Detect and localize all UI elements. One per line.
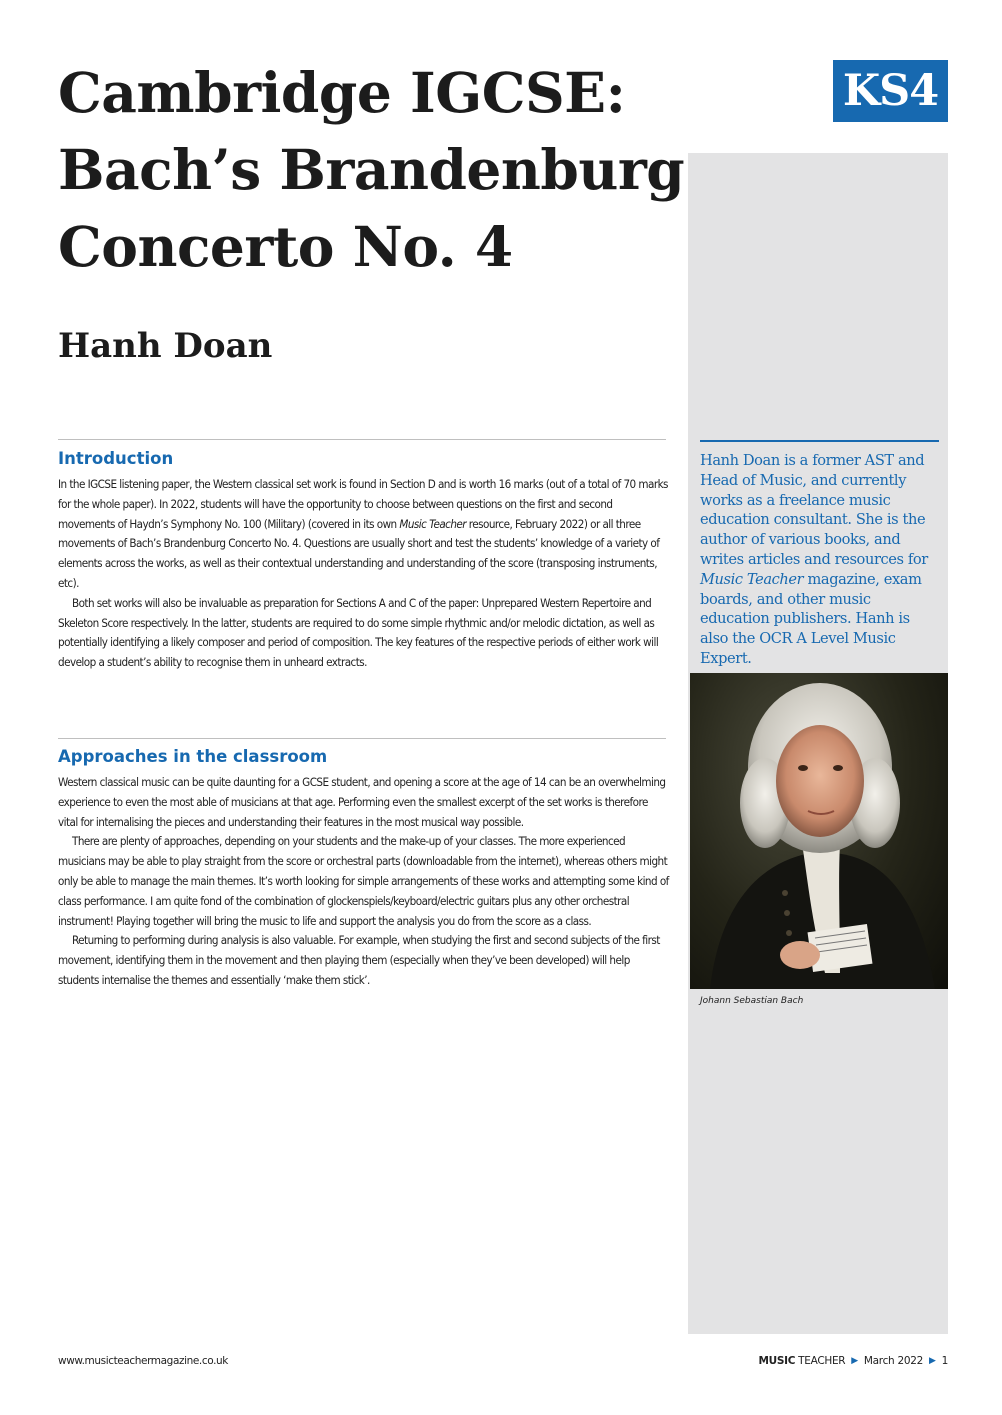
intro-paragraph-1 xyxy=(58,475,670,594)
intro-p1-text-2: resource, February 2022) or all three movements of Bach’s Brandenburg Concerto No. 4. Questions are usually short and test the students’ knowledge of a variety of elements across the works, as well as their contextual understanding and understanding of the score (transposing instruments, etc). xyxy=(58,516,660,590)
footer-brand-bold: MUSIC xyxy=(758,1355,796,1367)
approaches-paragraph-3: Returning to performing during analysis is also valuable. For example, when studying the first and second subjects of the first movement, identifying them in the movement and then playing them (especially when they’ve been developed) will help students internalise the themes and essentially ‘make them stick’. xyxy=(58,933,660,987)
author-name: Hanh Doan xyxy=(58,326,273,366)
title-line-3: Concerto No. 4 xyxy=(58,214,513,279)
intro-heading: Introduction xyxy=(58,449,174,468)
intro-p1-text-1: In the IGCSE listening paper, the Western classical set work is found in Section D and is worth 16 marks (out of a total of 70 marks for the whole paper). In 2022, students will have the opportunity to choose between questions on the first and second movements of Haydn’s Symphony No. 100 (Military) (covered in its own xyxy=(58,477,668,531)
footer-publication xyxy=(758,1355,948,1367)
section-divider xyxy=(58,738,666,739)
portrait-image xyxy=(690,673,948,989)
approaches-paragraph-1: Western classical music can be quite daunting for a GCSE student, and opening a score at the age of 14 can be an overwhelming experience to even the most able of musicians at that age. Performing even the smallest excerpt of the set works is therefore vital for internalising the pieces and understanding their features in the most musical way possible. xyxy=(58,775,666,829)
key-stage-badge: KS4 xyxy=(833,60,948,122)
bach-portrait-illustration xyxy=(690,673,948,989)
footer-page-number: 1 xyxy=(941,1355,948,1367)
title-line-1: Cambridge IGCSE: xyxy=(58,60,626,125)
footer-brand xyxy=(758,1355,845,1367)
bio-text-1: Hanh Doan is a former AST and Head of Music, and currently works as a freelance music education consultant. She is the author of various books, and writes articles and resources for xyxy=(700,452,928,568)
portrait-caption: Johann Sebastian Bach xyxy=(700,996,804,1006)
approaches-heading: Approaches in the classroom xyxy=(58,747,328,766)
intro-paragraph-2: Both set works will also be invaluable as preparation for Sections A and C of the paper: Unprepared Western Repertoire and Skeleton Score respectively. In the latter, students are required to do some simple rhythmic and/or melodic dictation, as well as potentially identifying a likely composer and period of composition. The key features of the respective periods of either work will develop a student’s ability to recognise them in unheard extracts. xyxy=(58,595,659,670)
footer-website: www.musicteachermagazine.co.uk xyxy=(58,1355,228,1367)
footer-brand-regular: TEACHER xyxy=(798,1355,846,1367)
bio-text-2: magazine, exam boards, and other music education publishers. Hanh is also the OCR A Level Music Expert. xyxy=(700,570,922,667)
bio-divider xyxy=(700,440,939,442)
author-bio xyxy=(700,451,940,669)
approaches-paragraph-2: There are plenty of approaches, depending on your students and the make-up of your classes. The more experienced musicians may be able to play straight from the score or orchestral parts (downloadable from the internet), whereas others might only be able to manage the main themes. It’s worth looking for simple arrangements of these works and attempting some kind of class performance. I am quite fond of the combination of glockenspiels/keyboard/electric guitars plus any other orchestral instrument! Playing together will bring the music to life and support the analysis you do from the score as a class. xyxy=(58,834,669,928)
page-title xyxy=(58,54,698,285)
approaches-body xyxy=(58,773,670,991)
intro-p1-magazine: Music Teacher xyxy=(399,516,467,531)
section-divider xyxy=(58,439,666,440)
triangle-right-icon: ▶ xyxy=(851,1356,858,1366)
bio-magazine-name: Music Teacher xyxy=(700,570,804,588)
intro-body xyxy=(58,475,670,673)
footer-date: March 2022 xyxy=(863,1355,923,1367)
triangle-right-icon: ▶ xyxy=(928,1356,936,1366)
title-line-2: Bach’s Brandenburg xyxy=(58,137,685,202)
